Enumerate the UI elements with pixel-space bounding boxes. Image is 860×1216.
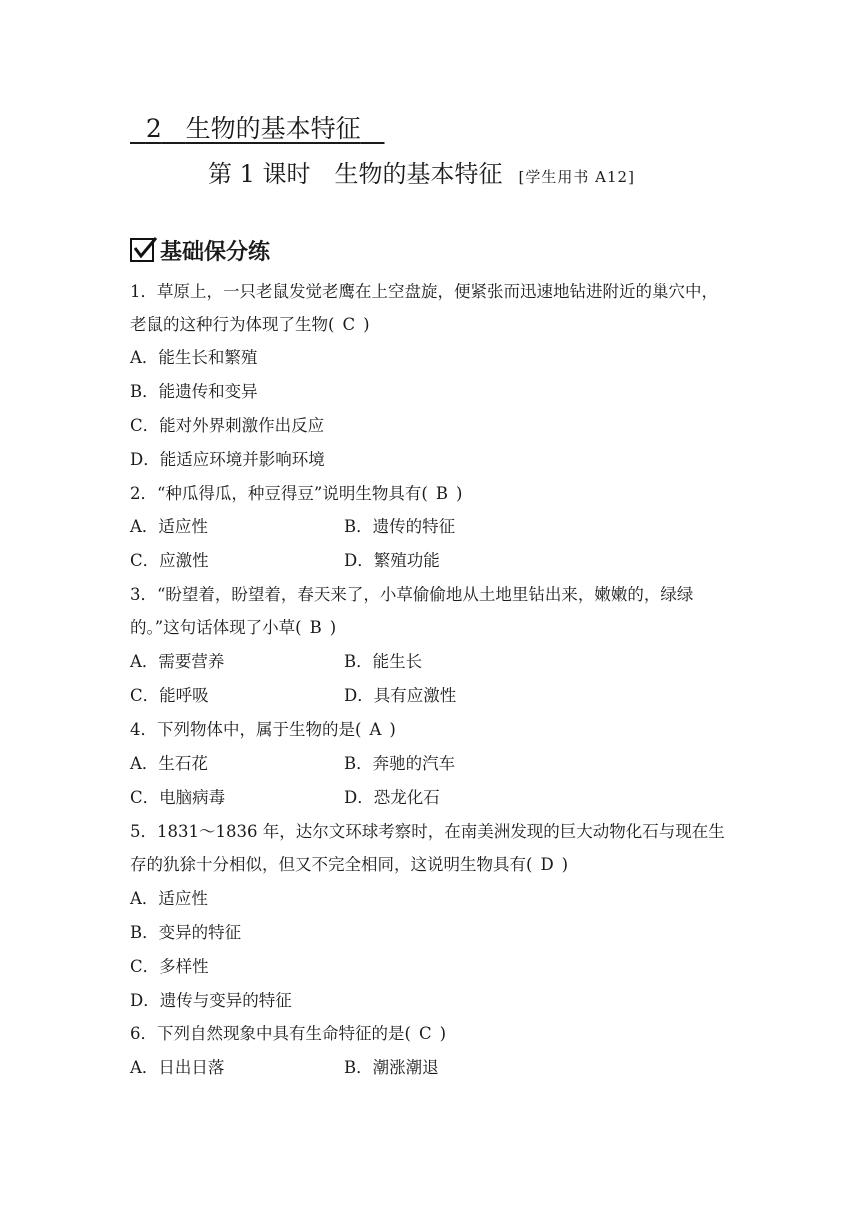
q4-option-b: B．奔驰的汽车 [344, 754, 456, 773]
q4-option-c: C．电脑病毒 [130, 788, 226, 807]
q1-stem-line1: 1．草原上，一只老鼠发觉老鹰在上空盘旋，便紧张而迅速地钻进附近的巢穴中， [130, 282, 718, 301]
q2-option-b: B．遗传的特征 [344, 517, 456, 536]
chapter-title: 生物的基本特征 [185, 114, 361, 143]
q1-option-b: B．能遗传和变异 [130, 382, 258, 401]
chapter-number: 2 [145, 114, 162, 143]
q5-stem-line2: 存的犰狳十分相似，但又不完全相同，这说明生物具有( D ) [130, 853, 568, 877]
q6-stem: 6．下列自然现象中具有生命特征的是( C ) [130, 1022, 446, 1046]
q3-option-c: C．能呼吸 [130, 686, 209, 705]
section-title: 基础保分练 [160, 239, 271, 265]
section-heading [130, 233, 270, 267]
q3-option-d: D．具有应激性 [344, 686, 457, 705]
q5-option-b: B．变异的特征 [130, 923, 242, 942]
q1-answer: C [342, 315, 356, 334]
q5-option-d: D．遗传与变异的特征 [130, 991, 292, 1010]
lesson-title: 第 1 课时 生物的基本特征 [208, 160, 503, 188]
q1-option-d: D．能适应环境并影响环境 [130, 450, 325, 469]
q1-stem-line2: 老鼠的这种行为体现了生物( C ) [130, 313, 370, 337]
q5-option-c: C．多样性 [130, 957, 209, 976]
q4-option-d: D．恐龙化石 [344, 788, 440, 807]
q4-stem: 4．下列物体中，属于生物的是( A ) [130, 718, 396, 742]
q2-answer: B [435, 484, 448, 503]
q2-option-c: C．应激性 [130, 551, 209, 570]
q3-stem-line1: 3．“盼望着，盼望着，春天来了，小草偷偷地从土地里钻出来，嫩嫩的，绿绿 [130, 585, 694, 604]
q4-option-a: A．生石花 [130, 754, 208, 773]
q5-option-a: A．适应性 [130, 889, 208, 908]
q1-option-c: C．能对外界刺激作出反应 [130, 416, 325, 435]
lesson-heading [208, 158, 635, 193]
checkbox-icon [130, 238, 154, 262]
q6-answer: C [418, 1024, 432, 1043]
chapter-heading [130, 112, 385, 146]
q5-answer: D [540, 855, 554, 874]
q3-answer: B [309, 618, 322, 637]
q4-answer: A [369, 720, 382, 739]
book-reference: [学生用书 A12] [518, 168, 635, 186]
q3-option-b: B．能生长 [344, 652, 423, 671]
q6-option-b: B．潮涨潮退 [344, 1058, 439, 1077]
q5-stem-line1: 5．1831～1836 年，达尔文环球考察时，在南美洲发现的巨大动物化石与现在生 [130, 822, 725, 841]
q1-option-a: A．能生长和繁殖 [130, 348, 258, 367]
q6-option-a: A．日出日落 [130, 1058, 225, 1077]
q2-option-d: D．繁殖功能 [344, 551, 440, 570]
q3-option-a: A．需要营养 [130, 652, 225, 671]
q2-stem: 2．“种瓜得瓜，种豆得豆”说明生物具有( B ) [130, 482, 462, 506]
q3-stem-line2: 的。”这句话体现了小草( B ) [130, 616, 336, 640]
q2-option-a: A．适应性 [130, 517, 208, 536]
